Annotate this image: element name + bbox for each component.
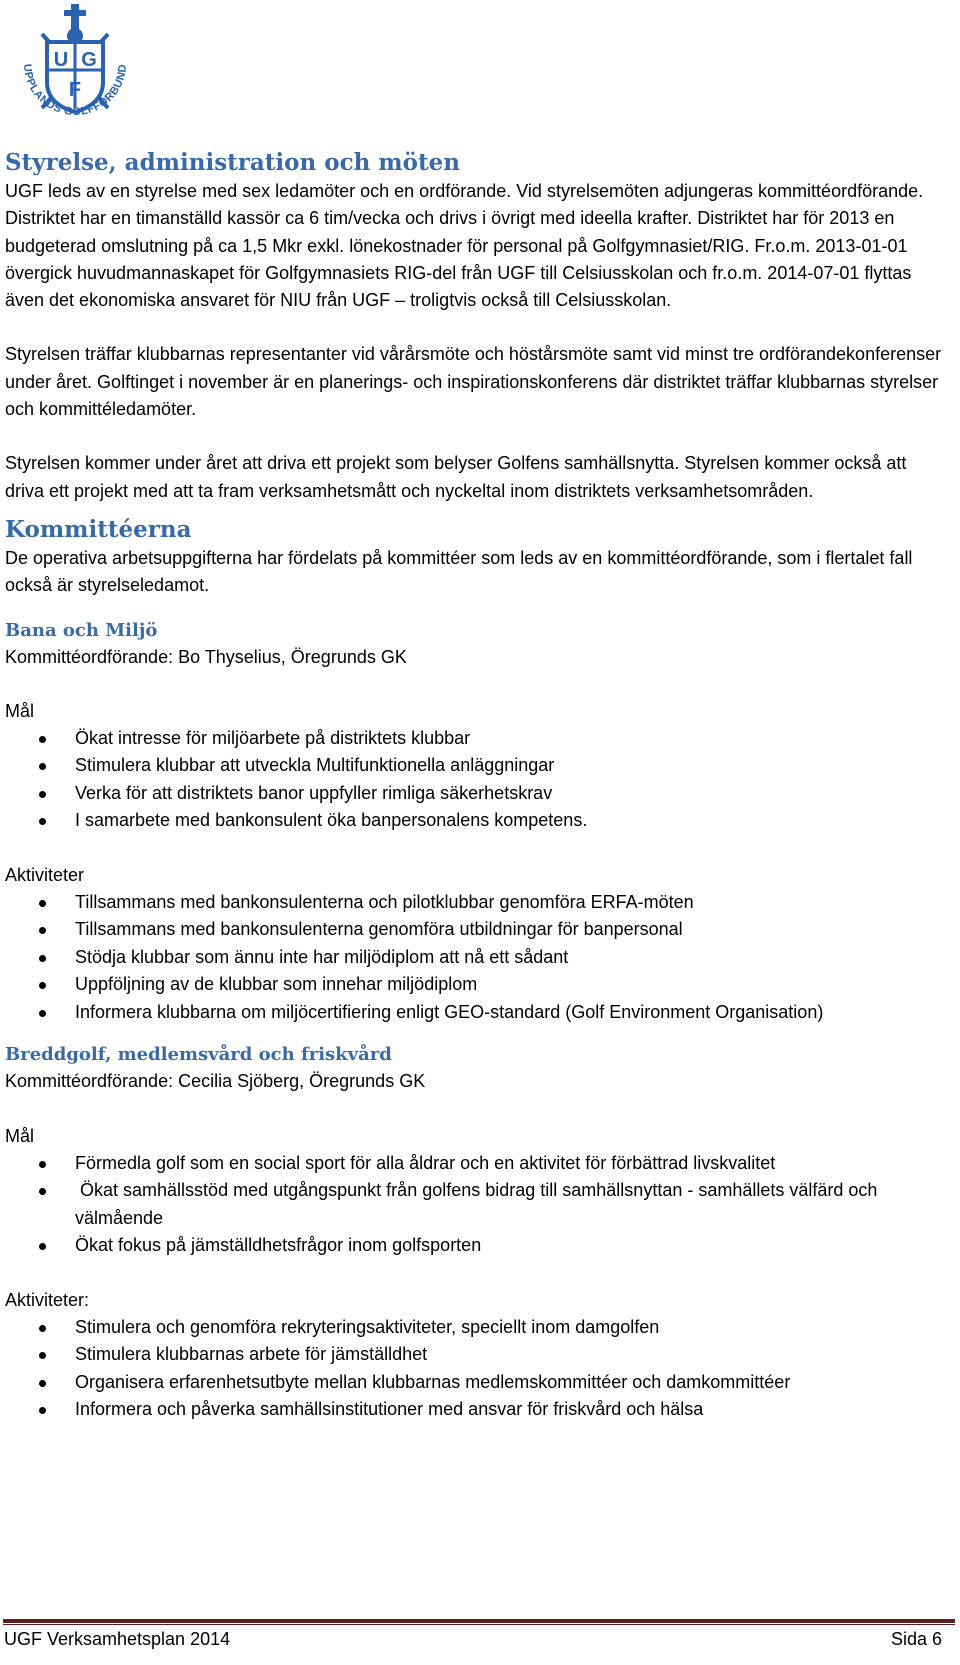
paragraph-kommitteerna: De operativa arbetsuppgifterna har fördelats på kommittéer som leds av en kommittéordförande, som i flertalet fall också är styrelseledamot. xyxy=(5,547,913,596)
footer-title: UGF Verksamhetsplan 2014 xyxy=(4,1629,231,1649)
list-item: Stödja klubbar som ännu inte har miljödiplom att nå ett sådant xyxy=(5,944,945,972)
svg-text:U: U xyxy=(53,49,69,71)
bredd-goals-label: Mål xyxy=(5,1125,35,1146)
list-item: Stimulera klubbar att utveckla Multifunktionella anläggningar xyxy=(5,752,945,780)
list-item: Uppföljning av de klubbar som innehar miljödiplom xyxy=(5,971,945,999)
ugf-logo xyxy=(12,4,138,122)
list-item: Ökat samhällsstöd med utgångspunkt från golfens bidrag till samhällsnyttan - samhällets välfärd och välmående xyxy=(5,1177,915,1232)
bullet-icon xyxy=(39,1161,46,1168)
heading-styrelse: Styrelse, administration och möten xyxy=(5,149,460,176)
bullet-icon xyxy=(39,927,46,934)
svg-text:G: G xyxy=(81,49,97,71)
footer-rule xyxy=(3,1619,955,1623)
page-number: Sida 6 xyxy=(890,1629,942,1649)
heading-kommitteerna: Kommittéerna xyxy=(5,515,192,543)
bullet-icon xyxy=(39,982,46,989)
bullet-icon xyxy=(39,900,46,907)
heading-breddgolf: Breddgolf, medlemsvård och friskvård xyxy=(5,1044,392,1066)
svg-text:UPPLANDS GOLFFÖRBUND: UPPLANDS GOLFFÖRBUND xyxy=(20,63,130,119)
bullet-icon xyxy=(39,1407,46,1414)
ugf-logo-emblem xyxy=(12,4,138,122)
bullet-icon xyxy=(39,1010,46,1017)
bredd-goals-list xyxy=(5,1150,945,1260)
bredd-activities-label: Aktiviteter: xyxy=(5,1289,90,1310)
svg-text:F: F xyxy=(68,79,82,101)
bredd-activities-list xyxy=(5,1314,945,1424)
bana-activities-list xyxy=(5,889,945,1027)
bullet-icon xyxy=(39,1243,46,1250)
list-item: Ökat intresse för miljöarbete på distriktets klubbar xyxy=(5,725,945,753)
list-item: Ökat fokus på jämställdhetsfrågor inom golfsporten xyxy=(5,1232,945,1260)
bana-goals-list xyxy=(5,725,945,835)
list-item: I samarbete med bankonsulent öka banpersonalens kompetens. xyxy=(5,807,945,835)
bana-chair: Kommittéordförande: Bo Thyselius, Öregrunds GK xyxy=(5,646,407,667)
bullet-icon xyxy=(39,1325,46,1332)
bullet-icon xyxy=(39,763,46,770)
list-item: Tillsammans med bankonsulenterna genomföra utbildningar för banpersonal xyxy=(5,916,945,944)
list-item: Stimulera och genomföra rekryteringsaktiviteter, speciellt inom damgolfen xyxy=(5,1314,945,1342)
bana-activities-label: Aktiviteter xyxy=(5,864,85,885)
bana-goals-label: Mål xyxy=(5,700,35,721)
page-content xyxy=(5,148,945,1424)
bullet-icon xyxy=(39,791,46,798)
footer-rule-thin xyxy=(3,1624,955,1625)
list-item: Förmedla golf som en social sport för alla åldrar och en aktivitet för förbättrad livskvalitet xyxy=(5,1150,945,1178)
list-item: Stimulera klubbarnas arbete för jämställdhet xyxy=(5,1341,945,1369)
bredd-chair: Kommittéordförande: Cecilia Sjöberg, Öregrunds GK xyxy=(5,1071,426,1092)
bullet-icon xyxy=(39,736,46,743)
paragraph-styrelse-3: Styrelsen kommer under året att driva ett projekt som belyser Golfens samhällsnytta. Styrelsen kommer också att driva ett projekt med att ta fram verksamhetsmått och nyckeltal inom distriktets verksamhetsområden. xyxy=(5,453,907,501)
list-item: Tillsammans med bankonsulenterna och pilotklubbar genomföra ERFA-möten xyxy=(5,889,945,917)
list-item: Informera och påverka samhällsinstitutioner med ansvar för friskvård och hälsa xyxy=(5,1396,945,1424)
list-item: Organisera erfarenhetsutbyte mellan klubbarnas medlemskommittéer och damkommittéer xyxy=(5,1369,945,1397)
bullet-icon xyxy=(39,818,46,825)
list-item: Verka för att distriktets banor uppfyller rimliga säkerhetskrav xyxy=(5,780,945,808)
heading-bana-miljo: Bana och Miljö xyxy=(5,619,158,641)
bullet-icon xyxy=(39,1380,46,1387)
bullet-icon xyxy=(39,1188,46,1195)
bullet-icon xyxy=(39,955,46,962)
paragraph-styrelse-2: Styrelsen träffar klubbarnas representanter vid vårårsmöte och höstårsmöte samt vid minst tre ordförandekonferenser under året. Golftinget i november är en planerings- och inspirationskonferens där distriktet träffar klubbarnas styrelser och kommittéledamöter. xyxy=(5,344,942,420)
paragraph-styrelse-1: UGF leds av en styrelse med sex ledamöter och en ordförande. Vid styrelsemöten adjungeras kommittéordförande. Distriktet har en timanställd kassör ca 6 tim/vecka och drivs i övrigt med ideella krafter. Distriktet har för 2013 en budgeterad omslutning på ca 1,5 Mkr exkl. lönekostnader för personal på Golfgymnasiet/RIG. Fr.o.m. 2013-01-01 övergick huvudmannaskapet för Golfgymnasiets RIG-del från UGF till Celsiusskolan och fr.o.m. 2014-07-01 flyttas även det ekonomiska ansvaret för NIU från UGF – troligtvis också till Celsiusskolan. xyxy=(5,181,924,311)
bullet-icon xyxy=(39,1352,46,1359)
list-item: Informera klubbarna om miljöcertifiering enligt GEO-standard (Golf Environment Organisation) xyxy=(5,999,865,1027)
